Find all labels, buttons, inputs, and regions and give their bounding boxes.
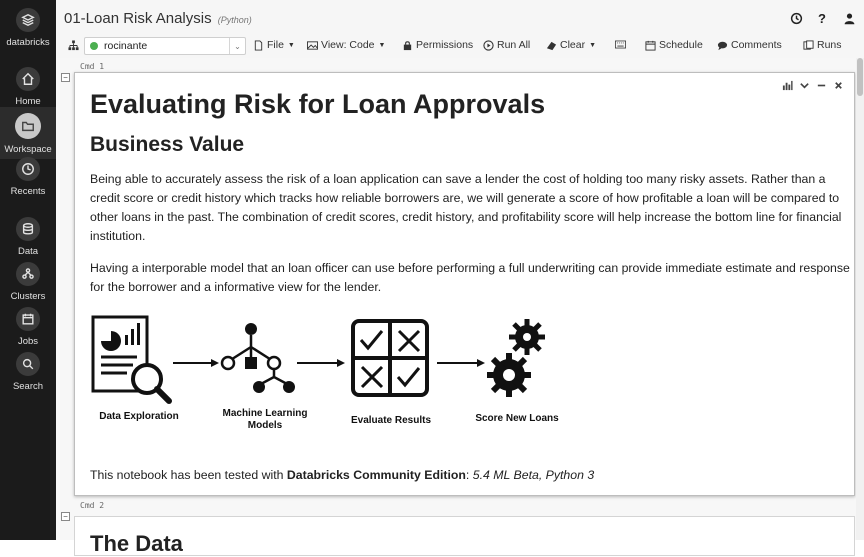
clock-icon[interactable] — [789, 11, 803, 25]
cluster-tree-icon — [68, 40, 79, 51]
chart-icon[interactable] — [782, 80, 793, 91]
view-menu[interactable] — [307, 39, 385, 51]
sidebar-item-label: Workspace — [4, 144, 52, 155]
permissions-label: Permissions — [416, 39, 474, 51]
step-evaluate-results: Evaluate Results — [350, 415, 432, 426]
sidebar-item-label: Recents — [10, 186, 46, 197]
cluster-name: rocinante — [104, 40, 148, 52]
layers-icon — [16, 8, 40, 32]
step-ml-models-line2: Models — [247, 420, 283, 431]
markdown-cell[interactable] — [74, 72, 855, 496]
paragraph-model-purpose: Having a interporable model that an loan officer can use before performing a full underwriting can provide immediate estimate and response for the borrower and a informative view for the lender. — [90, 261, 850, 294]
folder-icon — [15, 113, 41, 139]
evaluate-grid-icon — [353, 321, 427, 395]
keyboard-shortcuts-button[interactable] — [613, 39, 627, 50]
tested-with-runtime: 5.4 ML Beta, Python 3 — [472, 468, 595, 482]
cell-heading: The Data — [90, 531, 183, 556]
sidebar-item-data[interactable] — [0, 217, 56, 257]
chevron-down-icon: ⌄ — [229, 38, 245, 54]
run-all-button[interactable] — [483, 39, 530, 51]
sidebar-item-recents[interactable] — [0, 157, 56, 197]
run-all-label: Run All — [497, 39, 531, 51]
comments-button[interactable] — [717, 39, 782, 51]
cell-subheading: Business Value — [90, 133, 245, 156]
runs-label: Runs — [817, 39, 842, 51]
step-ml-models-line1: Machine Learning — [222, 408, 308, 419]
sidebar-item-clusters[interactable] — [0, 262, 56, 302]
tested-with-separator: : — [465, 468, 473, 482]
ml-model-tree-icon — [222, 323, 295, 393]
file-menu-label: File — [267, 39, 284, 51]
tested-with-prefix: This notebook has been tested with — [90, 468, 287, 482]
keyboard-icon — [613, 39, 627, 50]
cell-heading: Evaluating Risk for Loan Approvals — [90, 89, 546, 119]
cell-toolbar — [782, 80, 844, 91]
sidebar-item-jobs[interactable] — [0, 307, 56, 347]
comments-label: Comments — [731, 39, 782, 51]
minimize-icon[interactable] — [816, 80, 827, 91]
sidebar-item-label: Home — [15, 96, 41, 107]
document-magnifier-icon — [93, 317, 169, 401]
calendar-icon — [645, 40, 656, 51]
title-bar — [56, 0, 864, 36]
caret-down-icon: ▼ — [378, 41, 386, 49]
clear-menu[interactable] — [546, 39, 596, 51]
caret-down-icon: ▼ — [589, 41, 597, 49]
notebook-toolbar — [56, 36, 864, 58]
file-icon — [253, 40, 264, 51]
chevron-down-icon[interactable] — [799, 80, 810, 91]
sidebar-item-label: Data — [17, 246, 39, 257]
play-icon — [483, 40, 494, 51]
sidebar-item-label: Jobs — [17, 336, 39, 347]
runs-button[interactable] — [803, 39, 842, 51]
sidebar-item-label: Clusters — [10, 291, 46, 302]
cmd-label: Cmd 2 — [80, 501, 105, 510]
cluster-status-dot — [90, 42, 98, 50]
runs-icon — [803, 40, 814, 51]
notebook-language: (Python) — [217, 15, 252, 25]
comments-icon — [717, 40, 728, 51]
close-icon[interactable] — [833, 80, 844, 91]
permissions-button[interactable] — [402, 39, 473, 51]
search-icon — [16, 352, 40, 376]
image-icon — [307, 40, 318, 51]
schedule-button[interactable] — [645, 39, 703, 51]
markdown-cell[interactable] — [74, 516, 855, 556]
eraser-icon — [546, 40, 557, 51]
caret-down-icon: ▼ — [287, 41, 295, 49]
notebook-title-text: 01-Loan Risk Analysis — [64, 10, 212, 27]
step-data-exploration: Data Exploration — [99, 411, 179, 422]
file-menu[interactable] — [253, 39, 295, 51]
paragraph-tested-with — [90, 466, 850, 485]
notebook-title[interactable] — [64, 10, 252, 27]
sidebar-item-label: Search — [12, 381, 44, 392]
tested-with-edition: Databricks Community Edition — [286, 468, 466, 482]
calendar-icon — [16, 307, 40, 331]
gears-icon — [487, 319, 545, 397]
scrollbar-thumb[interactable] — [857, 58, 863, 96]
workflow-diagram — [87, 313, 567, 438]
clear-menu-label: Clear — [560, 39, 586, 51]
collapse-cell-button[interactable]: − — [61, 73, 70, 82]
database-icon — [16, 217, 40, 241]
workflow-graphic — [87, 313, 567, 413]
cmd-label: Cmd 1 — [80, 62, 105, 71]
databricks-logo[interactable] — [0, 8, 56, 48]
sidebar-item-home[interactable] — [0, 67, 56, 107]
sidebar-item-workspace[interactable] — [0, 107, 56, 159]
schedule-label: Schedule — [659, 39, 703, 51]
help-icon[interactable]: ? — [818, 10, 826, 26]
clusters-icon — [16, 262, 40, 286]
user-icon[interactable] — [842, 11, 856, 25]
cluster-select[interactable] — [84, 37, 246, 55]
notebook-content — [56, 58, 856, 556]
paragraph-business-value: Being able to accurately assess the risk of a loan application can save a lender the cost of holding too many risky assets. Rather than a credit score or credit history which tracks how reliable borrowers are, we will generate a score of how profitable a loan will be compared to other loans in the past. The combination of credit scores, credit history, and profitability score will help increase the bottom line for financial institution. — [90, 172, 842, 243]
step-score-new-loans: Score New Loans — [475, 413, 559, 424]
clock-icon — [16, 157, 40, 181]
logo-label: databricks — [6, 37, 50, 48]
lock-icon — [402, 40, 413, 51]
home-icon — [16, 67, 40, 91]
vertical-scrollbar[interactable] — [856, 58, 864, 540]
sidebar — [0, 0, 56, 540]
sidebar-item-search[interactable] — [0, 352, 56, 392]
view-menu-label: View: Code — [321, 39, 375, 51]
collapse-cell-button[interactable]: − — [61, 512, 70, 521]
